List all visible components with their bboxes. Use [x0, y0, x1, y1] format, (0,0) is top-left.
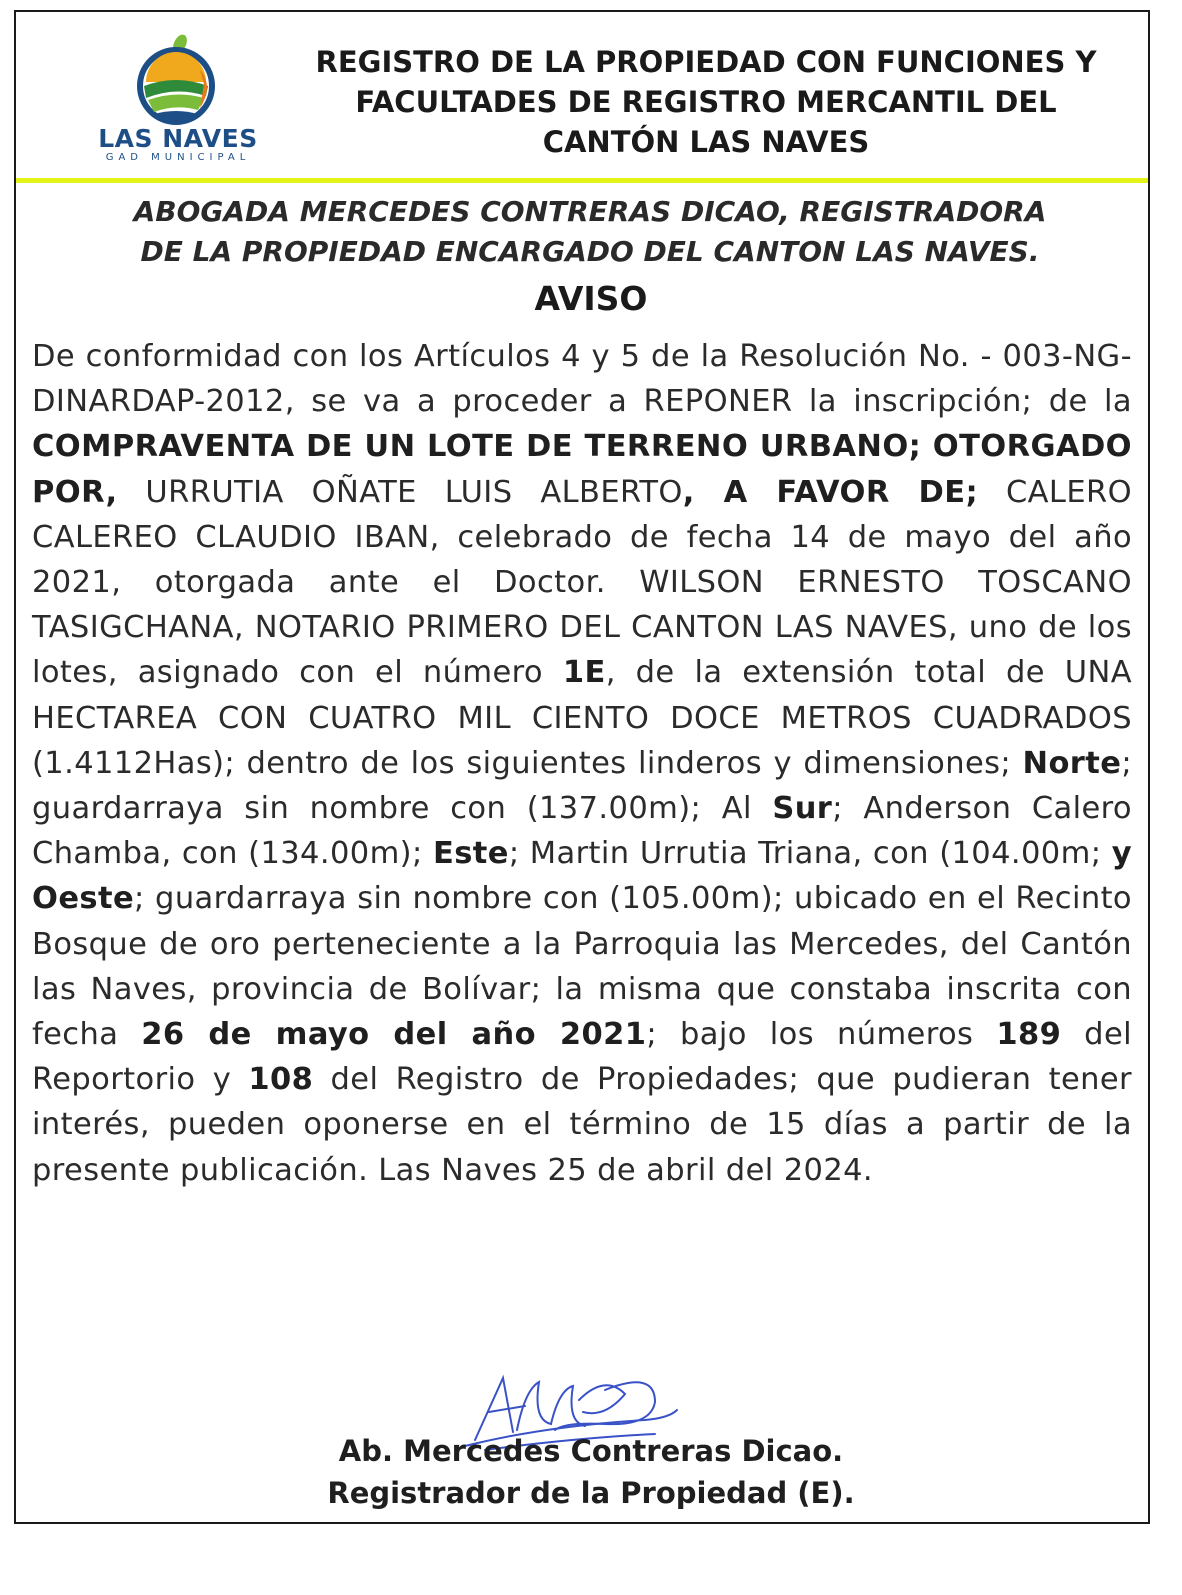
subtitle-line: ABOGADA MERCEDES CONTRERAS DICAO, REGISTRADORA — [133, 195, 1047, 228]
body-segment: del Reportorio y — [32, 1017, 1132, 1098]
body-segment-bold: 108 — [248, 1062, 314, 1098]
body-segment: ; guardarraya sin nombre con (137.00m); Al — [32, 745, 1132, 827]
body-segment-bold: Sur — [772, 791, 833, 827]
body-segment: ; Martin Urrutia Triana, con (104.00m; — [508, 836, 1112, 872]
body-segment-bold: 189 — [996, 1017, 1062, 1053]
body-segment-bold: COMPRAVENTA DE UN LOTE DE TERRENO URBANO; OTORGADO POR, — [32, 429, 1132, 510]
registry-title-line: CANTÓN LAS NAVES — [542, 125, 870, 159]
body-segment: , de la extensión total de UNA HECTAREA CON CUATRO MIL CIENTO DOCE METROS CUADRADOS (1.4112Has); dentro de los siguientes linderos y dimensiones; — [32, 655, 1132, 781]
signer-name: Ab. Mercedes Contreras Dicao. — [338, 1434, 844, 1468]
registry-title-line: REGISTRO DE LA PROPIEDAD CON FUNCIONES Y — [315, 45, 1097, 79]
signature-block — [0, 1430, 1182, 1514]
registry-title-line: FACULTADES DE REGISTRO MERCANTIL DEL — [355, 85, 1057, 119]
municipal-logo — [88, 34, 268, 174]
signer-role: Registrador de la Propiedad (E). — [327, 1476, 855, 1510]
body-segment-bold: 26 de mayo del año 2021 — [141, 1017, 647, 1053]
body-segment-bold: Norte — [1022, 745, 1122, 781]
body-segment: De conformidad con los Artículos 4 y 5 de la Resolución No. - 003-NG- DINARDAP-2012, se va a proceder a REPONER la inscripción; de la — [32, 339, 1132, 420]
body-segment-bold: 1E — [562, 655, 606, 691]
body-segment-bold: Este — [432, 836, 509, 872]
notice-title: AVISO — [534, 279, 648, 318]
body-segment: del Registro de Propiedades; que pudieran tener interés, pueden oponerse en el término de 15 días a partir de la presente publicación. Las Naves 25 de abril del 2024. — [32, 1062, 1132, 1188]
notice-body — [32, 334, 1132, 1193]
body-segment: URRUTIA OÑATE LUIS ALBERTO — [117, 474, 683, 510]
body-segment-bold: , A FAVOR DE; — [682, 474, 979, 510]
header-divider — [16, 178, 1148, 183]
registry-title — [266, 42, 1146, 162]
logo-subtext: GAD MUNICIPAL — [105, 152, 251, 163]
logo-text: LAS NAVES — [98, 124, 258, 153]
body-segment: ; guardarraya sin nombre con (105.00m); ubicado en el Recinto Bosque de oro perteneciente a la Parroquia las Mercedes, del Cantón las Naves, provincia de Bolívar; la misma que constaba inscrita con fecha — [32, 881, 1132, 1053]
subtitle-line: DE LA PROPIEDAD ENCARGADO DEL CANTON LAS NAVES. — [140, 235, 1040, 268]
body-segment: ; Anderson Calero Chamba, con (134.00m); — [32, 791, 1132, 872]
body-segment: CALERO CALEREO CLAUDIO IBAN, celebrado de fecha 14 de mayo del año 2021, otorgada ante el Doctor. WILSON ERNESTO TOSCANO TASIGCHANA, NOTARIO PRIMERO DEL CANTON LAS NAVES, uno de los lotes, asignado con el número — [32, 474, 1132, 691]
body-segment: ; bajo los números — [646, 1017, 997, 1053]
registrar-subtitle — [40, 192, 1140, 272]
body-segment-bold: y Oeste — [32, 836, 1133, 917]
header — [16, 12, 1148, 180]
